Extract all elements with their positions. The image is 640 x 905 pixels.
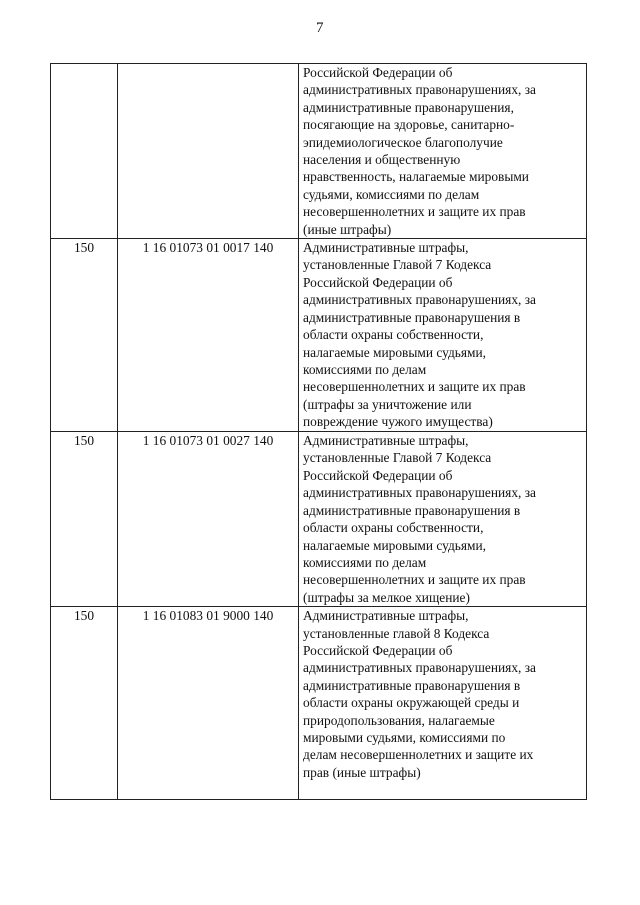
text-line: Российской Федерации об [303, 65, 453, 80]
text-line: установленные Главой 7 Кодекса [303, 450, 492, 466]
text-line: административных правонарушениях, за [303, 660, 536, 676]
admin-code-cell: 150 [51, 239, 118, 432]
text-line: несовершеннолетних и защите их прав [303, 379, 526, 395]
text-line: несовершеннолетних и защите их прав [303, 572, 526, 588]
table-row [51, 239, 587, 432]
table-row [51, 64, 587, 239]
text-line: административных правонарушениях, за [303, 292, 536, 308]
text-line: комиссиями по делам [303, 361, 427, 377]
text-line: административные правонарушения в [303, 309, 521, 325]
table-row [51, 607, 587, 800]
text-line: Российской Федерации об [303, 467, 453, 483]
text-line: административные правонарушения в [303, 502, 521, 518]
text-line: (иные штрафы) [303, 221, 392, 237]
text-line: (штрафы за уничтожение или [303, 396, 472, 412]
text-line: повреждение чужого имущества) [303, 414, 493, 430]
text-line: прав (иные штрафы) [303, 764, 421, 780]
text-line: области охраны собственности, [303, 520, 484, 536]
text-line: делам несовершеннолетних и защите их [303, 747, 534, 763]
text-line: природопользования, налагаемые [303, 712, 495, 728]
text-line: административные правонарушения, [303, 99, 514, 115]
text-line: административные правонарушения в [303, 677, 521, 693]
text-line: мировыми судьями, комиссиями по [303, 729, 506, 745]
revenue-code-cell: 1 16 01073 01 0017 140 [118, 239, 299, 432]
text-line: административных правонарушениях, за [303, 82, 536, 98]
text-line: посягающие на здоровье, санитарно- [303, 117, 515, 133]
admin-code-cell: 150 [51, 607, 118, 800]
text-line: налагаемые мировыми судьями, [303, 537, 487, 553]
text-line: Административные штрафы, [303, 240, 469, 256]
text-line: Административные штрафы, [303, 608, 469, 624]
admin-code-cell: 150 [51, 432, 118, 607]
text-line: нравственность, налагаемые мировыми [303, 169, 529, 185]
text-line: эпидемиологическое благополучие [303, 134, 503, 150]
revenue-name-cell [299, 239, 587, 432]
text-line: области охраны собственности, [303, 327, 484, 343]
text-line: населения и общественную [303, 152, 461, 168]
revenue-code-cell: 1 16 01073 01 0027 140 [118, 432, 299, 607]
table-row [51, 432, 587, 607]
text-line: установленные Главой 7 Кодекса [303, 257, 492, 273]
revenue-name-cell [299, 607, 587, 800]
text-line: установленные главой 8 Кодекса [303, 625, 490, 641]
text-line: налагаемые мировыми судьями, [303, 344, 487, 360]
text-line: судьями, комиссиями по делам [303, 186, 480, 202]
budget-codes-table [50, 63, 587, 800]
admin-code-cell [51, 64, 118, 239]
text-line: Российской Федерации об [303, 642, 453, 658]
revenue-name-cell [299, 432, 587, 607]
text-line: области охраны окружающей среды и [303, 695, 520, 711]
text-line: административных правонарушениях, за [303, 485, 536, 501]
revenue-code-cell [118, 64, 299, 239]
page-number: 7 [316, 20, 324, 36]
text-line: комиссиями по делам [303, 554, 427, 570]
text-line: Российской Федерации об [303, 274, 453, 290]
text-line: Административные штрафы, [303, 433, 469, 449]
revenue-name-cell [299, 64, 587, 239]
text-line: несовершеннолетних и защите их прав [303, 204, 526, 220]
revenue-code-cell: 1 16 01083 01 9000 140 [118, 607, 299, 800]
text-line: (штрафы за мелкое хищение) [303, 589, 470, 605]
